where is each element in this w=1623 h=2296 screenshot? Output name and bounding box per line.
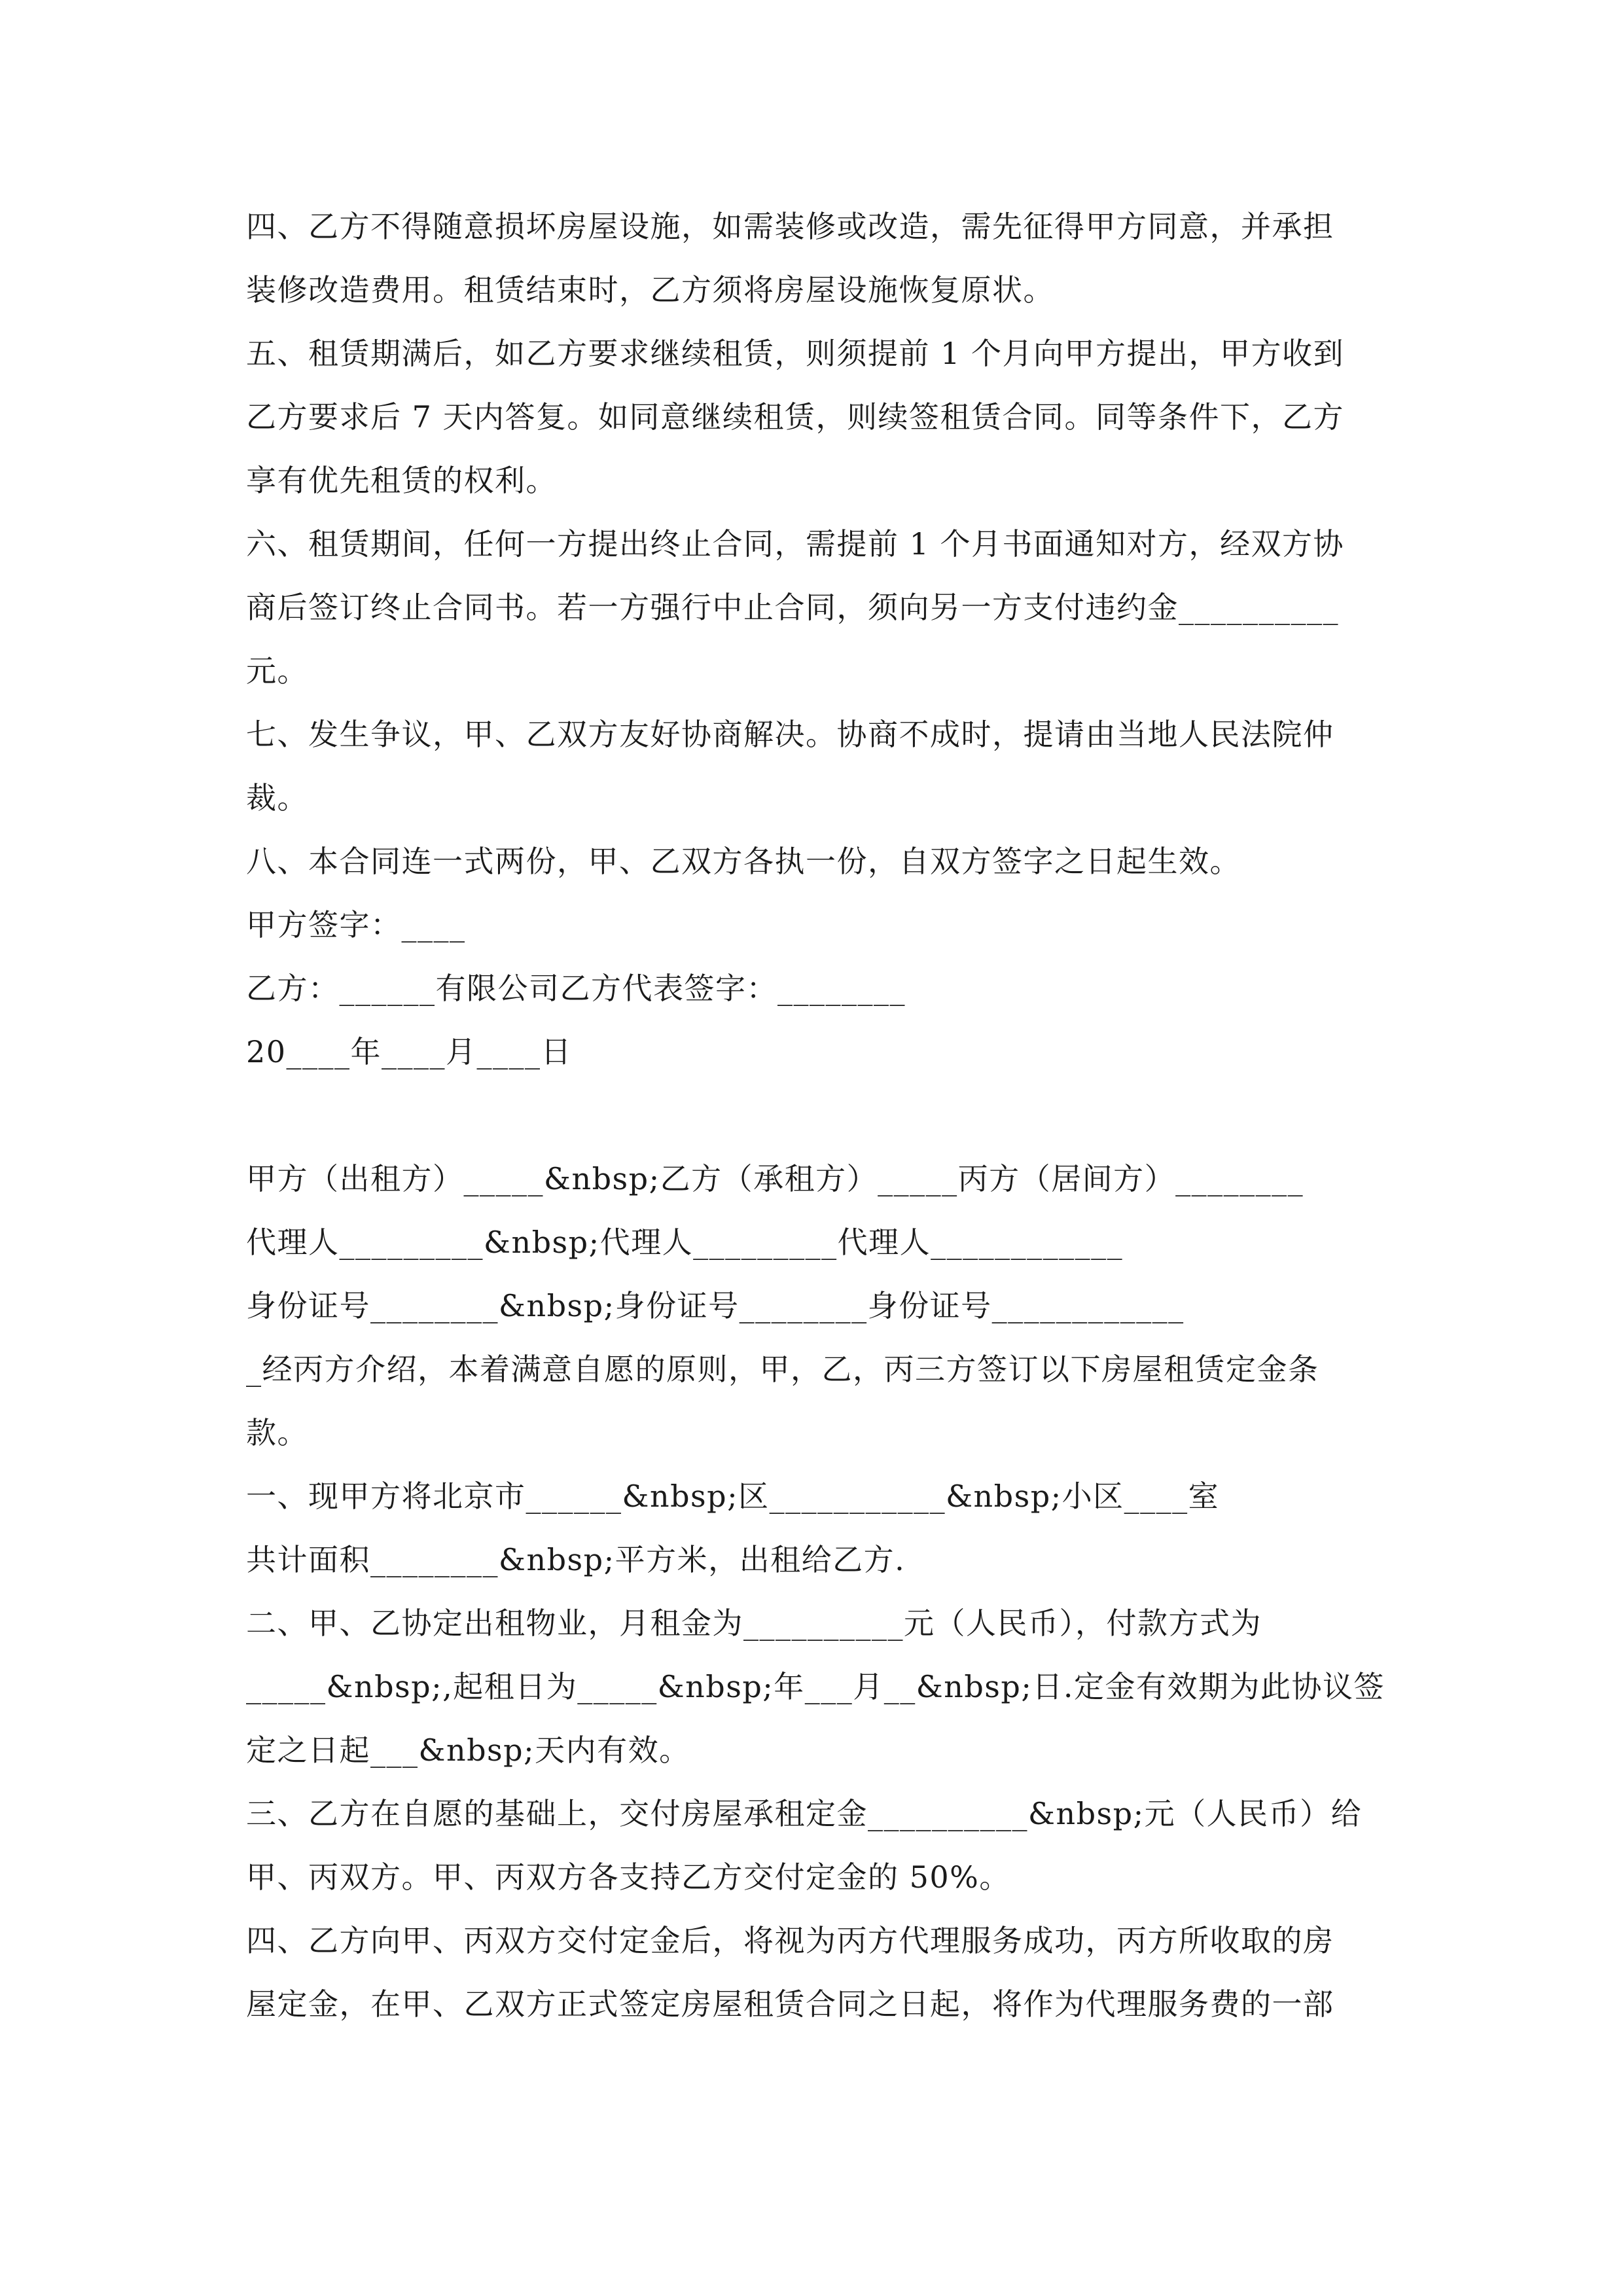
term-3-line-1: 三、乙方在自愿的基础上，交付房屋承租定金__________&nbsp;元（人民币）给: [246, 1796, 1363, 1831]
clause-5-line-3: 享有优先租赁的权利。: [246, 463, 557, 498]
preamble-line-1: _经丙方介绍，本着满意自愿的原则，甲，乙，丙三方签订以下房屋租赁定金条: [246, 1352, 1319, 1387]
clause-6-line-3: 元。: [246, 653, 308, 689]
agents-line: 代理人_________&nbsp;代理人_________代理人____________: [246, 1225, 1124, 1260]
signing-date-line: 20____年____月____日: [246, 1034, 573, 1069]
clause-7-line-1: 七、发生争议，甲、乙双方友好协商解决。协商不成时，提请由当地人民法院仲: [246, 717, 1334, 752]
clause-4-line-1: 四、乙方不得随意损坏房屋设施，如需装修或改造，需先征得甲方同意，并承担: [246, 209, 1334, 244]
term-2-line-3: 定之日起___&nbsp;天内有效。: [246, 1732, 690, 1768]
term-4-line-2: 屋定金，在甲、乙双方正式签定房屋租赁合同之日起，将作为代理服务费的一部: [246, 1986, 1334, 2022]
term-3-line-2: 甲、丙双方。甲、丙双方各支持乙方交付定金的 50%。: [246, 1859, 1010, 1895]
clause-5-line-1: 五、租赁期满后，如乙方要求继续租赁，则须提前 1 个月向甲方提出，甲方收到: [246, 336, 1345, 371]
party-a-signature-line: 甲方签字：____: [246, 907, 466, 942]
section-gap: [246, 1084, 1378, 1147]
term-2-line-2: _____&nbsp;,起租日为_____&nbsp;年___月__&nbsp;日.定金有效期为此协议签: [246, 1669, 1385, 1704]
clause-8-line-1: 八、本合同连一式两份，甲、乙双方各执一份，自双方签字之日起生效。: [246, 844, 1241, 879]
term-1-line-1: 一、现甲方将北京市______&nbsp;区___________&nbsp;小区____室: [246, 1479, 1220, 1514]
term-1-line-2: 共计面积________&nbsp;平方米，出租给乙方.: [246, 1542, 906, 1577]
clause-6-line-2: 商后签订终止合同书。若一方强行中止合同，须向另一方支付违约金__________: [246, 590, 1339, 625]
clause-6-line-1: 六、租赁期间，任何一方提出终止合同，需提前 1 个月书面通知对方，经双方协: [246, 526, 1345, 562]
document-body: [246, 195, 1385, 2036]
clause-4-line-2: 装修改造费用。租赁结束时，乙方须将房屋设施恢复原状。: [246, 272, 1054, 308]
deposit-agreement: [246, 1147, 1385, 2036]
term-4-line-1: 四、乙方向甲、丙双方交付定金后，将视为丙方代理服务成功，丙方所收取的房: [246, 1923, 1334, 1958]
clause-5-line-2: 乙方要求后 7 天内答复。如同意继续租赁，则续签租赁合同。同等条件下，乙方: [246, 399, 1345, 435]
lease-contract-terms: [246, 195, 1378, 1084]
term-2-line-1: 二、甲、乙协定出租物业，月租金为__________元（人民币），付款方式为: [246, 1605, 1262, 1641]
preamble-line-2: 款。: [246, 1415, 308, 1450]
party-b-signature-line: 乙方：______有限公司乙方代表签字：________: [246, 971, 906, 1006]
parties-line: 甲方（出租方）_____&nbsp;乙方（承租方）_____丙方（居间方）________: [246, 1161, 1304, 1196]
id-numbers-line: 身份证号________&nbsp;身份证号________身份证号____________: [246, 1288, 1185, 1323]
clause-7-line-2: 裁。: [246, 780, 308, 816]
